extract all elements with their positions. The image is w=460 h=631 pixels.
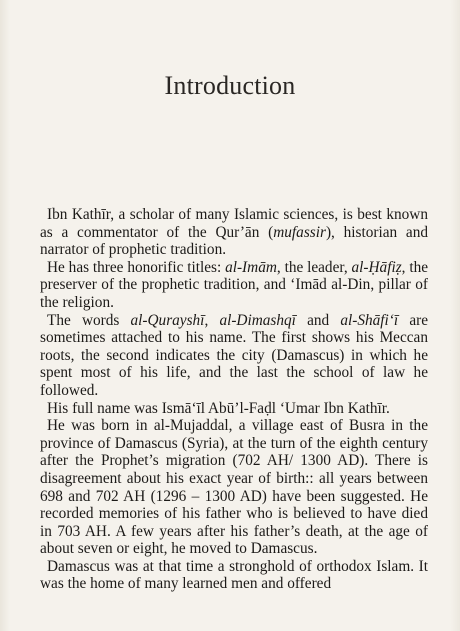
paragraph [40, 259, 428, 312]
italic-term: al-Qurayshī [130, 311, 205, 329]
italic-term: al-Shāfi‘ī [340, 311, 399, 329]
italic-term: al-Dimashqī [219, 311, 296, 329]
text-run: He has three honorific titles: [47, 258, 226, 276]
italic-term: mufassir [273, 223, 326, 241]
text-run: are sometimes attached to his name. The first shows his Meccan roots, the second indicates the city (Damascus) in which he spent most of his life, and the last the school of law he followed. [40, 311, 428, 399]
text-run: and [295, 311, 341, 329]
paragraph [40, 206, 428, 259]
text-run: He was born in al-Mujaddal, a village east of Busra in the province of Damascus (Syria), at the turn of the eighth century after the Prophet’s migration (702 AH/ 1300 AD). There is disagreement about his exact year of birth:: all years between 698 and 702 AH (1296 – 1300 AD) have been suggested. He recorded memories of his father who is believed to have died in 703 AH. A few years after his father’s death, at the age of about seven or eight, he moved to Damascus. [40, 417, 428, 558]
text-run: The words [47, 311, 131, 329]
body-text [40, 206, 428, 593]
text-run: ), historian and narrator of prophetic tradition. [40, 223, 428, 259]
paragraph [40, 417, 428, 558]
text-run: , the leader, [276, 258, 352, 276]
text-run: , the preserver of the prophetic tradition, and ‘Imād al-Din, pillar of the religion. [40, 258, 429, 311]
paragraph [40, 400, 428, 418]
text-run: , [204, 311, 220, 329]
text-run: His full name was Ismā‘īl Abū’l-Faḍl ‘Umar Ibn Kathīr. [47, 399, 390, 417]
paragraph [40, 312, 428, 400]
paragraph [40, 558, 428, 593]
italic-term: al-Ḥāfiẓ [351, 258, 402, 276]
text-run: Ibn Kathīr, a scholar of many Islamic sciences, is best known as a commentator of the Qur’ān ( [40, 206, 428, 241]
text-run: Damascus was at that time a stronghold of orthodox Islam. It was the home of many learned men and offered [40, 557, 428, 593]
italic-term: al-Imām [225, 258, 277, 276]
chapter-title: Introduction [164, 71, 296, 100]
